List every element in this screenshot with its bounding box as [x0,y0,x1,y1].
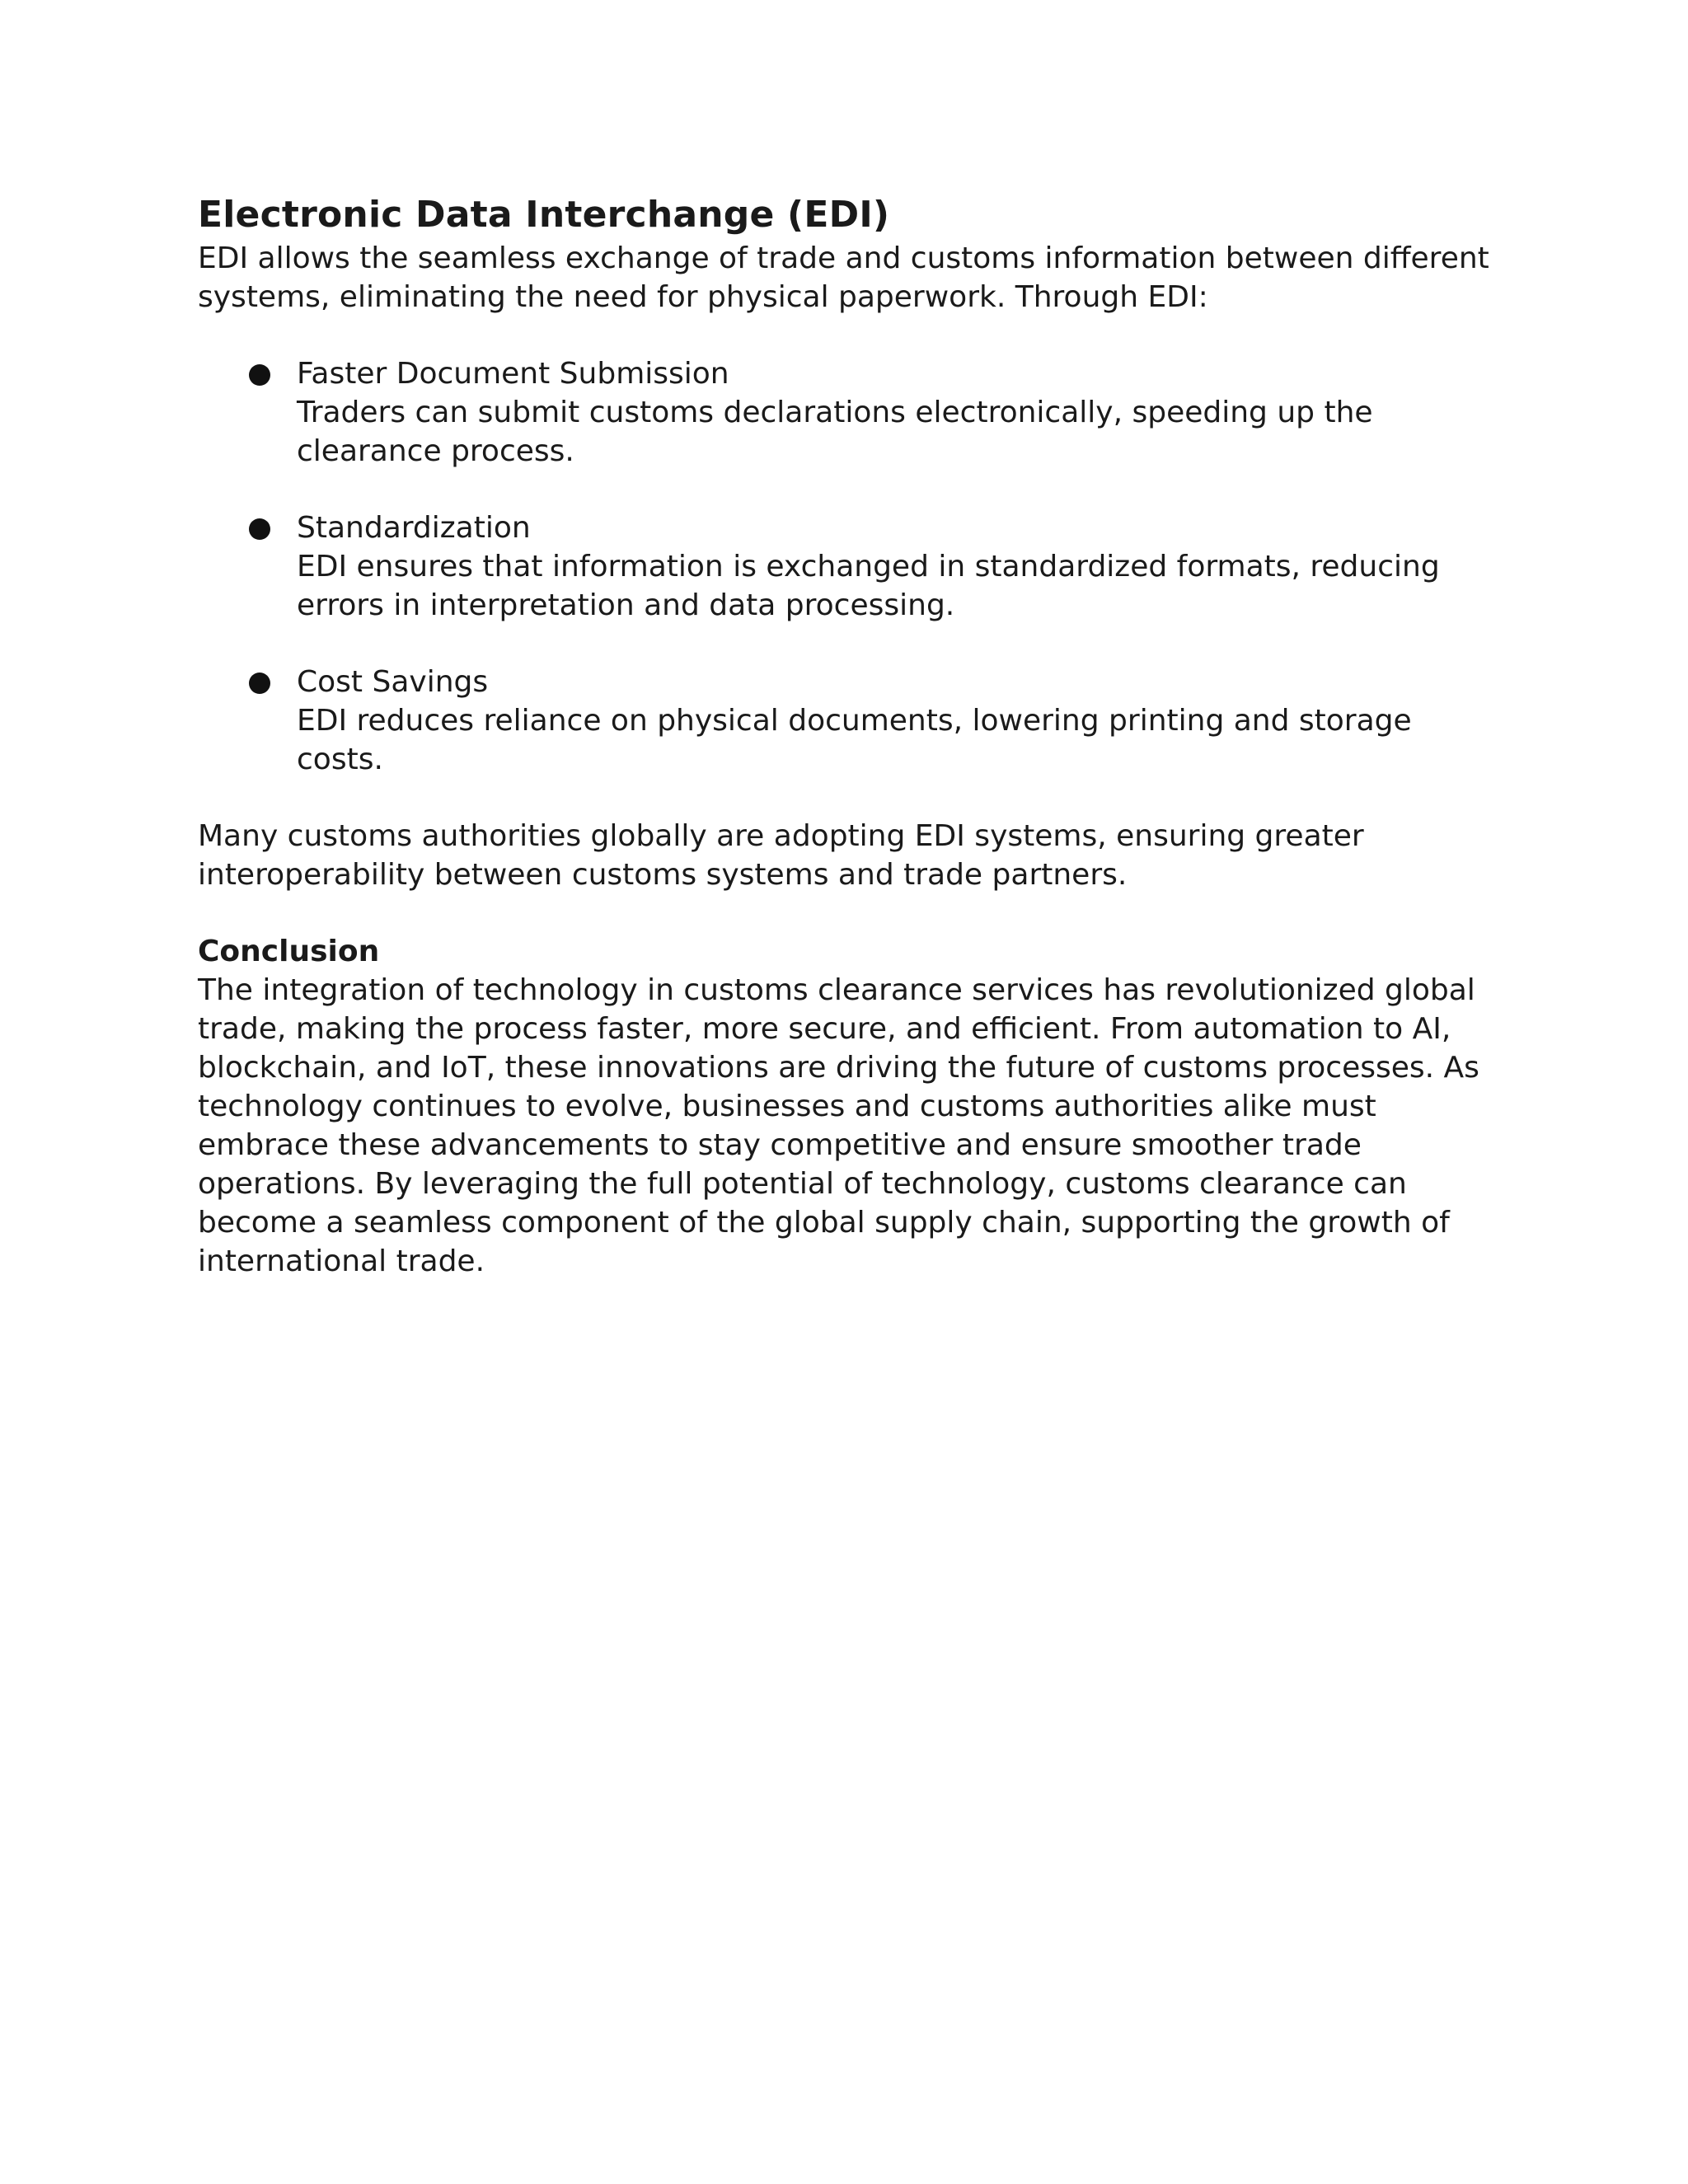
list-item [198,663,1500,779]
bullet-dot-icon [249,673,270,694]
document-page [198,191,1500,1281]
list-item [198,509,1500,625]
conclusion-heading: Conclusion [198,935,380,968]
intro-paragraph: EDI allows the seamless exchange of trade and customs information between different systems, eliminating the need for physical paperwork. Through EDI: [198,241,1489,314]
section-heading: Electronic Data Interchange (EDI) [198,194,890,236]
bullet-description: Traders can submit customs declarations electronically, speeding up the clearance process. [297,396,1373,468]
conclusion-paragraph: The integration of technology in customs clearance services has revolutionized global trade, making the process faster, more secure, and efficient. From automation to AI, blockchain, and IoT, these innovations are driving the future of customs processes. As technology continues to evolve, businesses and customs authorities alike must embrace these advancements to stay competitive and ensure smoother trade operations. By leveraging the full potential of technology, customs clearance can become a seamless component of the global supply chain, supporting the growth of international trade. [198,973,1479,1278]
bullet-dot-icon [249,518,270,540]
bullet-description: EDI ensures that information is exchanged in standardized formats, reducing errors in interpretation and data processing. [297,550,1440,622]
list-item [198,354,1500,471]
bullet-title: Cost Savings [297,665,489,699]
closing-paragraph: Many customs authorities globally are adopting EDI systems, ensuring greater interoperability between customs systems and trade partners. [198,819,1364,892]
bullet-dot-icon [249,364,270,386]
bullet-description: EDI reduces reliance on physical documents, lowering printing and storage costs. [297,704,1412,776]
bullet-list [198,354,1500,779]
bullet-title: Faster Document Submission [297,357,729,391]
bullet-title: Standardization [297,511,531,545]
